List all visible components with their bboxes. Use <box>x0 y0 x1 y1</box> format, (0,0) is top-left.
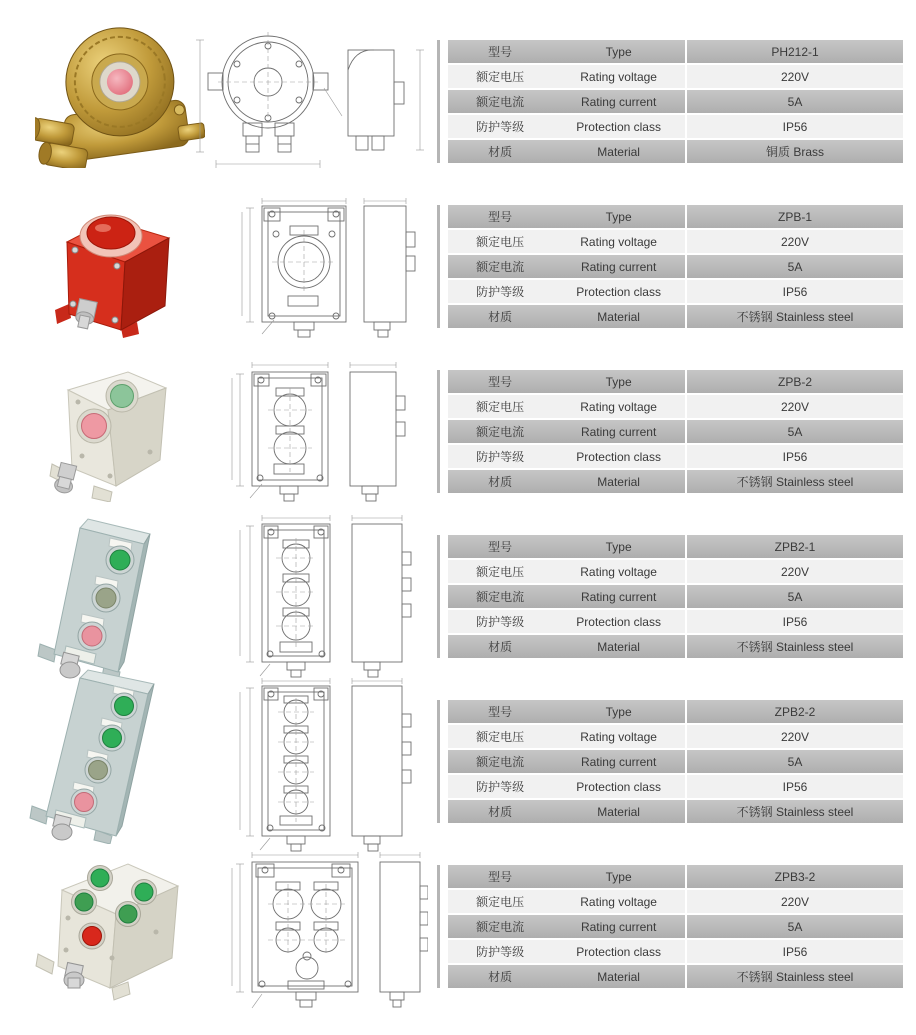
spec-label-en: Rating voltage <box>580 729 657 744</box>
spec-row-current <box>448 585 903 608</box>
spec-label-en: Rating voltage <box>580 894 657 909</box>
table-accent-bar <box>437 535 440 658</box>
spec-label-en: Protection class <box>576 614 661 629</box>
spec-row-protection <box>448 115 903 138</box>
spec-value-material: 不锈钢 Stainless steel <box>687 470 903 493</box>
pushbutton-pink <box>82 626 102 646</box>
spec-table-zpb2-1 <box>448 535 903 660</box>
spec-value-current: 5A <box>687 585 903 608</box>
spec-table-zpb-2 <box>448 370 903 495</box>
spec-label-zh: 型号 <box>488 45 513 59</box>
spec-label-zh: 额定电流 <box>476 920 525 934</box>
product-photo-brass-pushbutton <box>35 22 205 168</box>
spec-row-voltage <box>448 725 903 748</box>
spec-label-zh: 额定电流 <box>476 95 525 109</box>
technical-drawing-ph212 <box>196 26 428 172</box>
spec-table-ph212-1 <box>448 40 903 165</box>
spec-label-zh: 额定电压 <box>476 895 525 909</box>
spec-row-current <box>448 255 903 278</box>
pushbutton-green <box>75 893 93 911</box>
spec-row-type <box>448 535 903 558</box>
spec-label-en: Rating current <box>580 589 657 604</box>
spec-label-zh: 防护等级 <box>476 945 525 959</box>
spec-row-current <box>448 750 903 773</box>
spec-label-en: Type <box>605 869 632 884</box>
spec-value-model: ZPB2-1 <box>687 535 903 558</box>
spec-label-zh: 防护等级 <box>476 450 525 464</box>
spec-row-type <box>448 370 903 393</box>
spec-row-protection <box>448 610 903 633</box>
spec-row-protection <box>448 940 903 963</box>
spec-value-model: ZPB2-2 <box>687 700 903 723</box>
spec-label-en: Type <box>605 44 632 59</box>
product-photo-red-box <box>45 192 185 338</box>
spec-row-type <box>448 865 903 888</box>
spec-value-model: ZPB3-2 <box>687 865 903 888</box>
spec-row-protection <box>448 445 903 468</box>
technical-drawing-zpb1 <box>234 198 419 338</box>
spec-label-en: Rating current <box>580 424 657 439</box>
spec-row-material <box>448 965 903 988</box>
technical-drawing-zpb2-1 <box>232 514 417 680</box>
spec-label-zh: 材质 <box>488 805 513 819</box>
spec-value-current: 5A <box>687 750 903 773</box>
table-accent-bar <box>437 865 440 988</box>
spec-value-current: 5A <box>687 255 903 278</box>
brass-pushbutton-image <box>35 22 205 168</box>
spec-label-en: Material <box>597 309 640 324</box>
two-button-station-image <box>30 356 186 502</box>
spec-label-zh: 额定电压 <box>476 70 525 84</box>
spec-label-en: Rating current <box>580 754 657 769</box>
five-button-station-image <box>26 846 194 1004</box>
four-button-station-image <box>20 668 186 844</box>
spec-label-en: Type <box>605 704 632 719</box>
spec-label-zh: 型号 <box>488 705 513 719</box>
spec-label-en: Rating current <box>580 94 657 109</box>
spec-label-zh: 材质 <box>488 310 513 324</box>
spec-row-voltage <box>448 890 903 913</box>
dimension-drawing <box>228 850 428 1016</box>
spec-value-material: 不锈钢 Stainless steel <box>687 965 903 988</box>
product-photo-three-button <box>26 514 184 682</box>
spec-label-en: Protection class <box>576 779 661 794</box>
spec-label-en: Material <box>597 804 640 819</box>
spec-table-zpb3-2 <box>448 865 903 990</box>
spec-label-en: Rating voltage <box>580 234 657 249</box>
spec-label-en: Rating current <box>580 919 657 934</box>
spec-value-model: ZPB-2 <box>687 370 903 393</box>
spec-row-voltage <box>448 560 903 583</box>
spec-label-zh: 额定电流 <box>476 755 525 769</box>
pushbutton-green <box>135 883 153 901</box>
pushbutton-red <box>82 414 107 439</box>
spec-value-protection: IP56 <box>687 445 903 468</box>
spec-row-current <box>448 90 903 113</box>
spec-label-zh: 材质 <box>488 145 513 159</box>
spec-label-zh: 额定电压 <box>476 730 525 744</box>
spec-label-en: Type <box>605 539 632 554</box>
spec-label-en: Type <box>605 374 632 389</box>
pushbutton-green <box>115 697 134 716</box>
technical-drawing-zpb2 <box>226 360 421 502</box>
spec-row-material <box>448 305 903 328</box>
pushbutton-green <box>91 869 109 887</box>
spec-label-zh: 防护等级 <box>476 120 525 134</box>
spec-row-material <box>448 635 903 658</box>
spec-row-type <box>448 40 903 63</box>
spec-value-current: 5A <box>687 90 903 113</box>
spec-value-voltage: 220V <box>687 725 903 748</box>
spec-label-zh: 型号 <box>488 210 513 224</box>
spec-row-voltage <box>448 65 903 88</box>
spec-value-current: 5A <box>687 915 903 938</box>
spec-label-en: Protection class <box>576 449 661 464</box>
spec-value-model: PH212-1 <box>687 40 903 63</box>
spec-row-current <box>448 915 903 938</box>
spec-label-en: Protection class <box>576 944 661 959</box>
spec-label-en: Material <box>597 639 640 654</box>
spec-label-zh: 型号 <box>488 540 513 554</box>
spec-value-voltage: 220V <box>687 560 903 583</box>
spec-value-voltage: 220V <box>687 65 903 88</box>
spec-value-material: 不锈钢 Stainless steel <box>687 305 903 328</box>
spec-row-protection <box>448 280 903 303</box>
spec-row-voltage <box>448 230 903 253</box>
technical-drawing-zpb3-2 <box>228 850 428 1016</box>
three-button-station-image <box>26 514 184 682</box>
table-accent-bar <box>437 700 440 823</box>
spec-label-zh: 防护等级 <box>476 285 525 299</box>
spec-row-material <box>448 140 903 163</box>
spec-label-zh: 额定电压 <box>476 235 525 249</box>
spec-table-zpb-1 <box>448 205 903 330</box>
spec-label-en: Material <box>597 969 640 984</box>
dimension-drawing <box>234 198 419 338</box>
spec-value-protection: IP56 <box>687 280 903 303</box>
spec-value-voltage: 220V <box>687 395 903 418</box>
spec-label-en: Protection class <box>576 284 661 299</box>
spec-value-protection: IP56 <box>687 610 903 633</box>
spec-value-current: 5A <box>687 420 903 443</box>
technical-drawing-zpb2-2 <box>232 678 417 854</box>
pushbutton-red <box>83 927 102 946</box>
spec-label-zh: 型号 <box>488 870 513 884</box>
spec-row-type <box>448 700 903 723</box>
red-box-image <box>45 192 185 338</box>
spec-label-zh: 材质 <box>488 970 513 984</box>
spec-value-voltage: 220V <box>687 230 903 253</box>
product-photo-four-button <box>20 668 186 844</box>
spec-value-protection: IP56 <box>687 940 903 963</box>
pushbutton-green <box>119 905 137 923</box>
pushbutton-green <box>110 550 130 570</box>
product-photo-five-button <box>26 846 194 1004</box>
spec-label-en: Rating current <box>580 259 657 274</box>
spec-label-zh: 型号 <box>488 375 513 389</box>
spec-label-en: Protection class <box>576 119 661 134</box>
spec-label-zh: 材质 <box>488 475 513 489</box>
dimension-drawing <box>232 514 417 680</box>
spec-row-type <box>448 205 903 228</box>
spec-label-zh: 额定电流 <box>476 590 525 604</box>
spec-row-current <box>448 420 903 443</box>
spec-label-en: Rating voltage <box>580 564 657 579</box>
spec-label-zh: 防护等级 <box>476 780 525 794</box>
spec-value-model: ZPB-1 <box>687 205 903 228</box>
spec-label-en: Rating voltage <box>580 399 657 414</box>
spec-value-voltage: 220V <box>687 890 903 913</box>
spec-row-material <box>448 470 903 493</box>
table-accent-bar <box>437 370 440 493</box>
spec-value-material: 不锈钢 Stainless steel <box>687 800 903 823</box>
spec-table-zpb2-2 <box>448 700 903 825</box>
spec-value-material: 不锈钢 Stainless steel <box>687 635 903 658</box>
spec-label-en: Material <box>597 144 640 159</box>
cable-gland <box>64 962 84 988</box>
spec-label-zh: 额定电压 <box>476 565 525 579</box>
table-accent-bar <box>437 40 440 163</box>
spec-label-en: Type <box>605 209 632 224</box>
spec-label-en: Rating voltage <box>580 69 657 84</box>
cable-gland <box>52 814 72 840</box>
spec-value-material: 铜质 Brass <box>687 140 903 163</box>
table-accent-bar <box>437 205 440 328</box>
dimension-drawing <box>196 26 428 172</box>
spec-row-protection <box>448 775 903 798</box>
spec-row-voltage <box>448 395 903 418</box>
spec-label-en: Material <box>597 474 640 489</box>
spec-label-zh: 额定电压 <box>476 400 525 414</box>
spec-label-zh: 防护等级 <box>476 615 525 629</box>
pushbutton-pink <box>75 793 94 812</box>
spec-label-zh: 额定电流 <box>476 260 525 274</box>
pushbutton-green <box>103 729 122 748</box>
dimension-drawing <box>226 360 421 502</box>
spec-value-protection: IP56 <box>687 115 903 138</box>
pushbutton-gray <box>96 588 116 608</box>
spec-row-material <box>448 800 903 823</box>
pushbutton-dome <box>87 217 135 249</box>
dimension-drawing <box>232 678 417 854</box>
pushbutton-green <box>111 385 134 408</box>
spec-label-zh: 额定电流 <box>476 425 525 439</box>
spec-value-protection: IP56 <box>687 775 903 798</box>
product-photo-two-button <box>30 356 186 502</box>
pushbutton-gray <box>89 761 108 780</box>
spec-label-zh: 材质 <box>488 640 513 654</box>
